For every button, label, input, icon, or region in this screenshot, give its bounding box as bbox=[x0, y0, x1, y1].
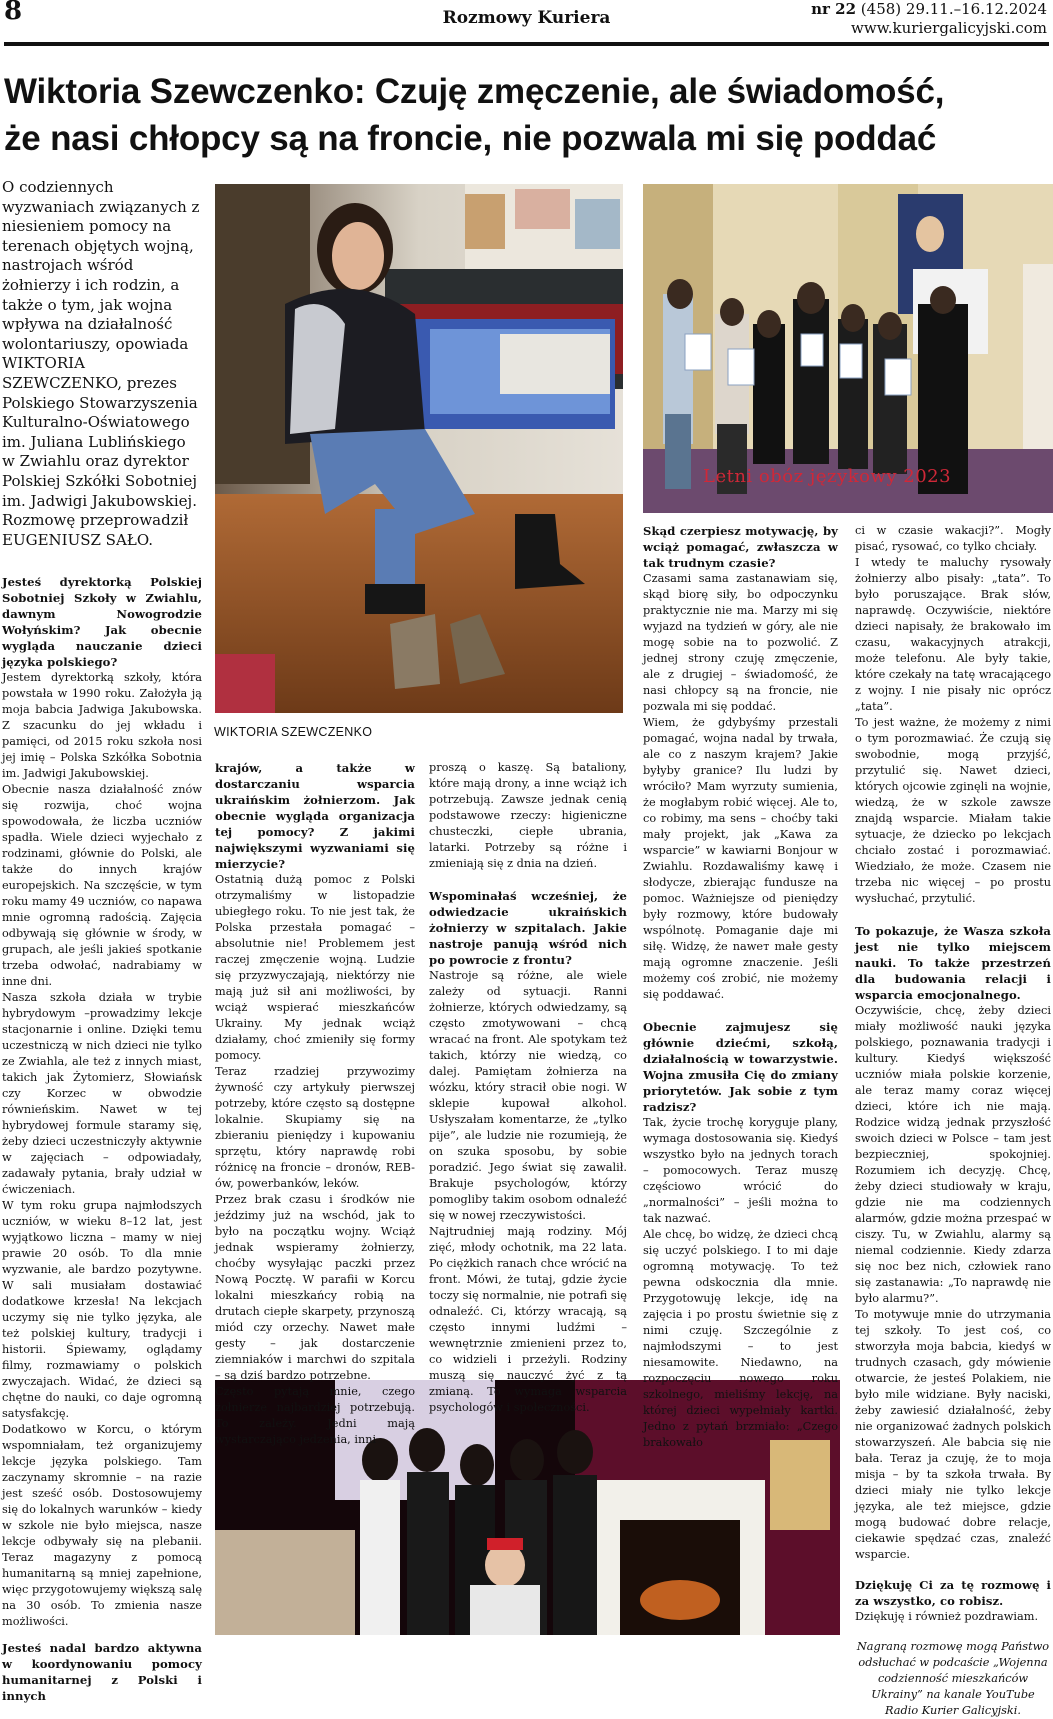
answer-paragraph: Teraz rzadziej przywozimy żywność czy artykuły pierwszej potrzeby, które często są dostępne lokalnie. Skupiamy się na zbieraniu pieniędzy i kupowaniu sprzętu, który naprawdę robi różnicę na froncie – dronów, REB-ów, powerbanków, leków. bbox=[215, 1065, 415, 1190]
article-title bbox=[4, 68, 1049, 162]
article-column-4 bbox=[643, 523, 838, 1451]
answer-paragraph: Obecnie nasza działalność znów się rozwija, choć wojna spowodowała, że liczba uczniów spadła. Wiele dzieci wyjechało z rodzinami, głównie do Polski, ale także do innych krajów europejskich. Na szczęście, w tym roku mamy 49 uczniów, co napawa mnie ogromną radością. Zajęcia odbywają się głównie w środy, w grupach, ale jeśli jakieś spotkanie trzeba odwołać, nadrabiamy w inne dni. bbox=[2, 783, 202, 988]
page-number: 8 bbox=[4, 0, 23, 26]
question: Wspominałaś wcześniej, że odwiedzacie ukraińskich żołnierzy w szpitalach. Jakie nastroje panują wśród nich po powrocie z frontu? bbox=[429, 889, 627, 967]
answer-paragraph: Tak, życie trochę koryguje plany, wymaga dostosowania się. Kiedyś wszystko było na jednych torach – pomocowych. Teraz muszę częściowo wrócić do „normalności” – jeśli można to tak nazwać. bbox=[643, 1116, 838, 1225]
answer-paragraph: Ostatnią dużą pomoc z Polski otrzymaliśmy w listopadzie ubiegłego roku. To nie jest tak, że Polska przestała pomagać – absolutnie nie! Problemem jest raczej zmęczenie wojną. Ludzie się przyzwyczajają, niektórzy nie mają już sił ani możliwości, by wciąż wspierać mieszkańców Ukrainy. My jednak wciąż działamy, choć zmieniły się formy pomocy. bbox=[215, 873, 415, 1062]
question: Jesteś nadal bardzo aktywna w koordynowaniu pomocy humanitarnej z Polski i innych bbox=[2, 1641, 202, 1703]
answer-paragraph: Jestem dyrektorką szkoły, która powstała w 1990 roku. Założyła ją moja babcia Jadwiga Jakubowska. Z szacunku do jej wkładu i pamięci, od 2015 roku szkoła nosi jej imię – Polska Szkółka Sobotnia im. Jadwigi Jakubowskiej. bbox=[2, 671, 202, 780]
answer-paragraph: proszą o kaszę. Są bataliony, które mają drony, a inne wciąż ich potrzebują. Zawsze jednak cenią podstawowe rzeczy: higieniczne chusteczki, ciepłe ubrania, latarki. Potrzeby są różne i zmieniają się z dnia na dzień. bbox=[429, 761, 627, 870]
answer-paragraph: Dziękuję i również pozdrawiam. bbox=[855, 1610, 1039, 1623]
header-rule bbox=[4, 42, 1049, 46]
question: Skąd czerpiesz motywację, by wciąż pomagać, zwłaszcza w tak trudnym czasie? bbox=[643, 524, 838, 570]
photo-language-camp-image bbox=[643, 184, 1053, 513]
answer-paragraph: Oczywiście, chcę, żeby dzieci miały możliwość nauki języka polskiego, poznawania tradycji i kultury. Kiedyś większość uczniów miała polskie korzenie, ale teraz mamy coraz więcej dzieci, które ich nie mają. Rodzice widzą jednak przyszłość swoich dzieci w Polsce – tam jest bezpieczniej, spokojniej. Rozumiem ich decyzję. Chcę, żeby dzieci studiowały w kraju, gdzie nie ma codziennych alarmów, gdzie można przespać w ciszy. Tu, w Zwiahlu, alarmy są niemal codziennie. Kiedy zdarza się noc bez nich, człowiek rano się zastanawia: „To naprawdę nie było alarmu?”. bbox=[855, 1004, 1051, 1305]
answer-paragraph: ci w czasie wakacji?”. Mogły pisać, rysować, co tylko chciały. bbox=[855, 524, 1051, 553]
answer-paragraph: To jest ważne, że możemy z nimi o tym porozmawiać. Że czują się swobodnie, mogą przyjść, przytulić się. Nawet dzieci, których ojcowie zginęli na wojnie, wiedzą, że w szkole zawsze znajdą wsparcie. Miałam takie sytuacje, że dziecko po lekcjach chciało zostać i porozmawiać. Wiedziało, że może. Czasem nie trzeba nic więcej – po prostu wysłuchać, przytulić. bbox=[855, 716, 1051, 905]
podcast-note: Nagraną rozmowę mogą Państwo odsłuchać w podcaście „Wojenna codzienność mieszkańców Ukrainy” na kanale YouTube Radio Kurier Galicyjski. bbox=[856, 1640, 1050, 1717]
question: Jesteś dyrektorką Polskiej Sobotniej Szkoły w Zwiahlu, dawnym Nowogrodzie Wołyńskim? Jak obecnie wygląda nauczanie dzieci języka polskiego? bbox=[2, 575, 202, 669]
answer-paragraph: Nasza szkoła działa w trybie hybrydowym –prowadzimy lekcje stacjonarnie i online. Dzięki temu uczestniczą w nich dzieci nie tylko ze Zwiahla, ale też z innych miast, takich jak Żytomierz, Słowiańsk czy Korzec w obwodzie równieńskim. Nawet w tej hybrydowej formule staramy się, żeby dzieci uczestniczyły aktywnie w zajęciach – odpowiadały, zadawały pytania, brały udział w ćwiczeniach. bbox=[2, 991, 202, 1196]
article-column-5 bbox=[855, 523, 1051, 1719]
photo-caption: WIKTORIA SZEWCZENKO bbox=[214, 725, 373, 739]
page-header bbox=[0, 0, 1053, 46]
article-lead: O codziennych wyzwaniach związanych z niesieniem pomocy na terenach objętych wojną, nastrojach wśród żołnierzy i ich rodzin, a także o tym, jak wojna wpływa na działalność wolontariuszy, opowiada WIKTORIA SZEWCZENKO, prezes Polskiego Stowarzyszenia Kulturalno-Oświatowego im. Juliana Lublińskiego w Zwiahlu oraz dyrektor Polskiej Szkółki Sobotniej im. Jadwigi Jakubowskiej. Rozmowę przeprowadził EUGENIUSZ SAŁO. bbox=[2, 178, 200, 549]
website-link[interactable]: www.kuriergalicyjski.com bbox=[851, 19, 1047, 37]
photo-wiktoria bbox=[215, 184, 623, 713]
answer-paragraph: Nastroje są różne, ale wiele zależy od sytuacji. Ranni żołnierze, których odwiedzamy, są często zmotywowani – chcą wracać na front. Ale spotykam też takich, którzy nie wiedzą, co dalej. Pamiętam żołnierza na wózku, który stracił obie nogi. W sklepie kupował alkohol. Usłyszałam komentarze, że „tylko pije”, ale ludzie nie rozumieją, że on szuka sposobu, by sobie poradzić. Jego świat się zawalił. Brakuje psychologów, którzy pomogliby takim osobom odnaleźć się w nowej rzeczywistości. bbox=[429, 969, 627, 1222]
question: krajów, a także w dostarczaniu wsparcia ukraińskim żołnierzom. Jak obecnie wygląda organizacja tej pomocy? Z jakimi największymi wyzwaniami się mierzycie? bbox=[215, 761, 415, 871]
answer-paragraph: To motywuje mnie do utrzymania tej szkoły. To jest coś, co stworzyła moja babcia, kiedyś w trudnych czasach, gdy mówienie otwarcie, że jesteś Polakiem, nie było mile widziane. Były naciski, żeby zawiesić działalność, żeby nie organizować żadnych polskich stowarzyszeń. Ale babcia się nie bała. Teraz ja czuję, że to moja misja – by ta szkoła trwała. By dzieci miały nie tylko lekcje języka, ale też miejsce, gdzie mogą budować dobre relacje, ciekawie spędzać czas, znaleźć wsparcie. bbox=[855, 1308, 1051, 1561]
answer-paragraph: I wtedy te maluchy rysowały żołnierzy albo pisały: „tata”. To było poruszające. Brak słów, naprawdę. Oczywiście, niektóre dzieci napisały, że brakowało im czasu, wakacyjnych atrakcji, może telefonu. Ale były takie, które czekały na tatę wracającego z wojny. I nie pisały nic oprócz „tata”. bbox=[855, 556, 1051, 713]
article-column-3 bbox=[429, 760, 627, 1416]
photo-language-camp bbox=[643, 184, 1053, 513]
answer-paragraph: Najtrudniej mają rodziny. Mój zięć, młody ochotnik, ma 22 lata. Po ciężkich ranach chce wrócić na front. Mówi, że tutaj, gdzie życie toczy się normalnie, nie potrafi się odnaleźć. Ci, którzy wracają, są często innymi ludźmi – wewnętrznie zmienieni przez to, co widzieli i przeżyli. Rodziny muszą się nauczyć żyć z tą zmianą. To wymaga wsparcia psychologów i społeczności. bbox=[429, 1225, 627, 1414]
title-line-2: że nasi chłopcy są na froncie, nie pozwala mi się poddać bbox=[4, 119, 937, 158]
title-line-1: Wiktoria Szewczenko: Czuję zmęczenie, ale świadomość, bbox=[4, 72, 945, 111]
answer-paragraph: Wiem, że gdybyśmy przestali pomagać, wojna nadal by trwała, ale co z naszym krajem? Jakie byłyby granice? Ilu ludzi by wróciło? Mam wyrzuty sumienia, że mogłabym robić więcej. Ale to, co robimy, ma sens – choćby taki mały projekt, jak „Kawa za wsparcie” w kawiarni Bonjour w Zwiahlu. Rozdawaliśmy kawę i słodycze, zbierając fundusze na pomoc. Ważniejsze od pieniędzy były rozmowy, które budowały wspólnotę. Pomaganie daje mi siłę. Widzę, że naweт małe gesty mają ogromne znaczenie. Jeśli możemy coś zrobić, nie możemy się poddawać. bbox=[643, 716, 838, 1001]
article-column-2 bbox=[215, 760, 415, 1448]
answer-paragraph: Często pytają mnie, czego żołnierze najbardziej potrzebują. To zależy. Jedni mają wystarczająco jedzenia, inni bbox=[215, 1385, 415, 1446]
photo-wiktoria-image bbox=[215, 184, 623, 713]
issue-number: nr 22 bbox=[811, 0, 857, 18]
answer-paragraph: W tym roku grupa najmłodszych uczniów, w wieku 8–12 lat, jest wyjątkowo liczna – mamy w niej prawie 20 osób. To dla mnie wyzwanie, ale bardzo pozytywne. W sali musiałam dostawiać dodatkowe krzesła! Na lekcjach uczymy się nie tylko języka, ale też polskiej kultury, tradycji i historii. Śpiewamy, oglądamy filmy, rozmawiamy o polskich zwyczajach. Widać, że dzieci są chętne do nauki, co daje ogromną satysfakcję. bbox=[2, 1199, 202, 1420]
photo-overlay-text: Letni obóz językowy 2023 bbox=[703, 466, 952, 487]
answer-paragraph: Przez brak czasu i środków nie jeździmy już na wschód, jak to było na początku wojny. Wciąż jednak wspieramy żołnierzy, choćby wysyłając paczki przez Nową Pocztę. W parafii w Korcu lokalni mieszkańcy robią na drutach ciepłe skarpety, przynoszą miód czy orzechy. Nawet małe gesty – jak dostarczenie ziemniaków i marchwi do szpitala – są dziś bardzo potrzebne. bbox=[215, 1193, 415, 1382]
article-column-1 bbox=[2, 574, 202, 1704]
answer-paragraph: Dodatkowo w Korcu, o którym wspomniałam, też organizujemy lekcje języka polskiego. Tam zaczynamy skromnie – na razie jest sześć osób. Dostosowujemy się do lokalnych warunków – kiedy w szkole nie było miejsca, nasze lekcje odbywały się na plebanii. Teraz magazyny z pomocą humanitarną są mniej zapełnione, więc przygotowujemy większą salę na 30 osób. To zmienia nasze możliwości. bbox=[2, 1423, 202, 1628]
answer-paragraph: Czasami sama zastanawiam się, skąd biorę siły, bo odpoczynku praktycznie nie ma. Marzy mi się wyjazd na tydzień w góry, ale nie mogę sobie na to pozwolić. Z jednej strony czuję zmęczenie, ale z drugiej – świadomość, że nasi chłopcy są na froncie, nie pozwala mi się poddać. bbox=[643, 572, 838, 713]
question: Obecnie zajmujesz się głównie dziećmi, szkołą, działalnością w towarzystwie. Wojna zmusiła Cię do zmiany priorytetów. Jak sobie z tym radzisz? bbox=[643, 1020, 838, 1114]
issue-dates: (458) 29.11.–16.12.2024 bbox=[860, 0, 1047, 18]
question: To pokazuje, że Wasza szkoła jest nie tylko miejscem nauki. To także przestrzeń dla budowania relacji i wsparcia emocjonalnego. bbox=[855, 924, 1051, 1002]
question: Dziękuję Ci za tę rozmowę i za wszystko, co robisz. bbox=[855, 1578, 1051, 1608]
section-name: Rozmowy Kuriera bbox=[442, 8, 611, 28]
issue-info bbox=[811, 0, 1047, 38]
answer-paragraph: Ale chcę, bo widzę, że dzieci chcą się uczyć polskiego. I to mi daje ogromną motywację. To też pewna odskocznia dla mnie. Przygotowuję lekcje, idę na zajęcia i po prostu świetnie się z nimi czuję. Szczególnie z najmłodszymi – to jest niesamowite. Niedawno, na rozpoczęciu nowego roku szkolnego, mieliśmy lekcję, na której dzieci wypełniały kartki. Jedno z pytań brzmiało: „Czego brakowało bbox=[643, 1228, 838, 1449]
